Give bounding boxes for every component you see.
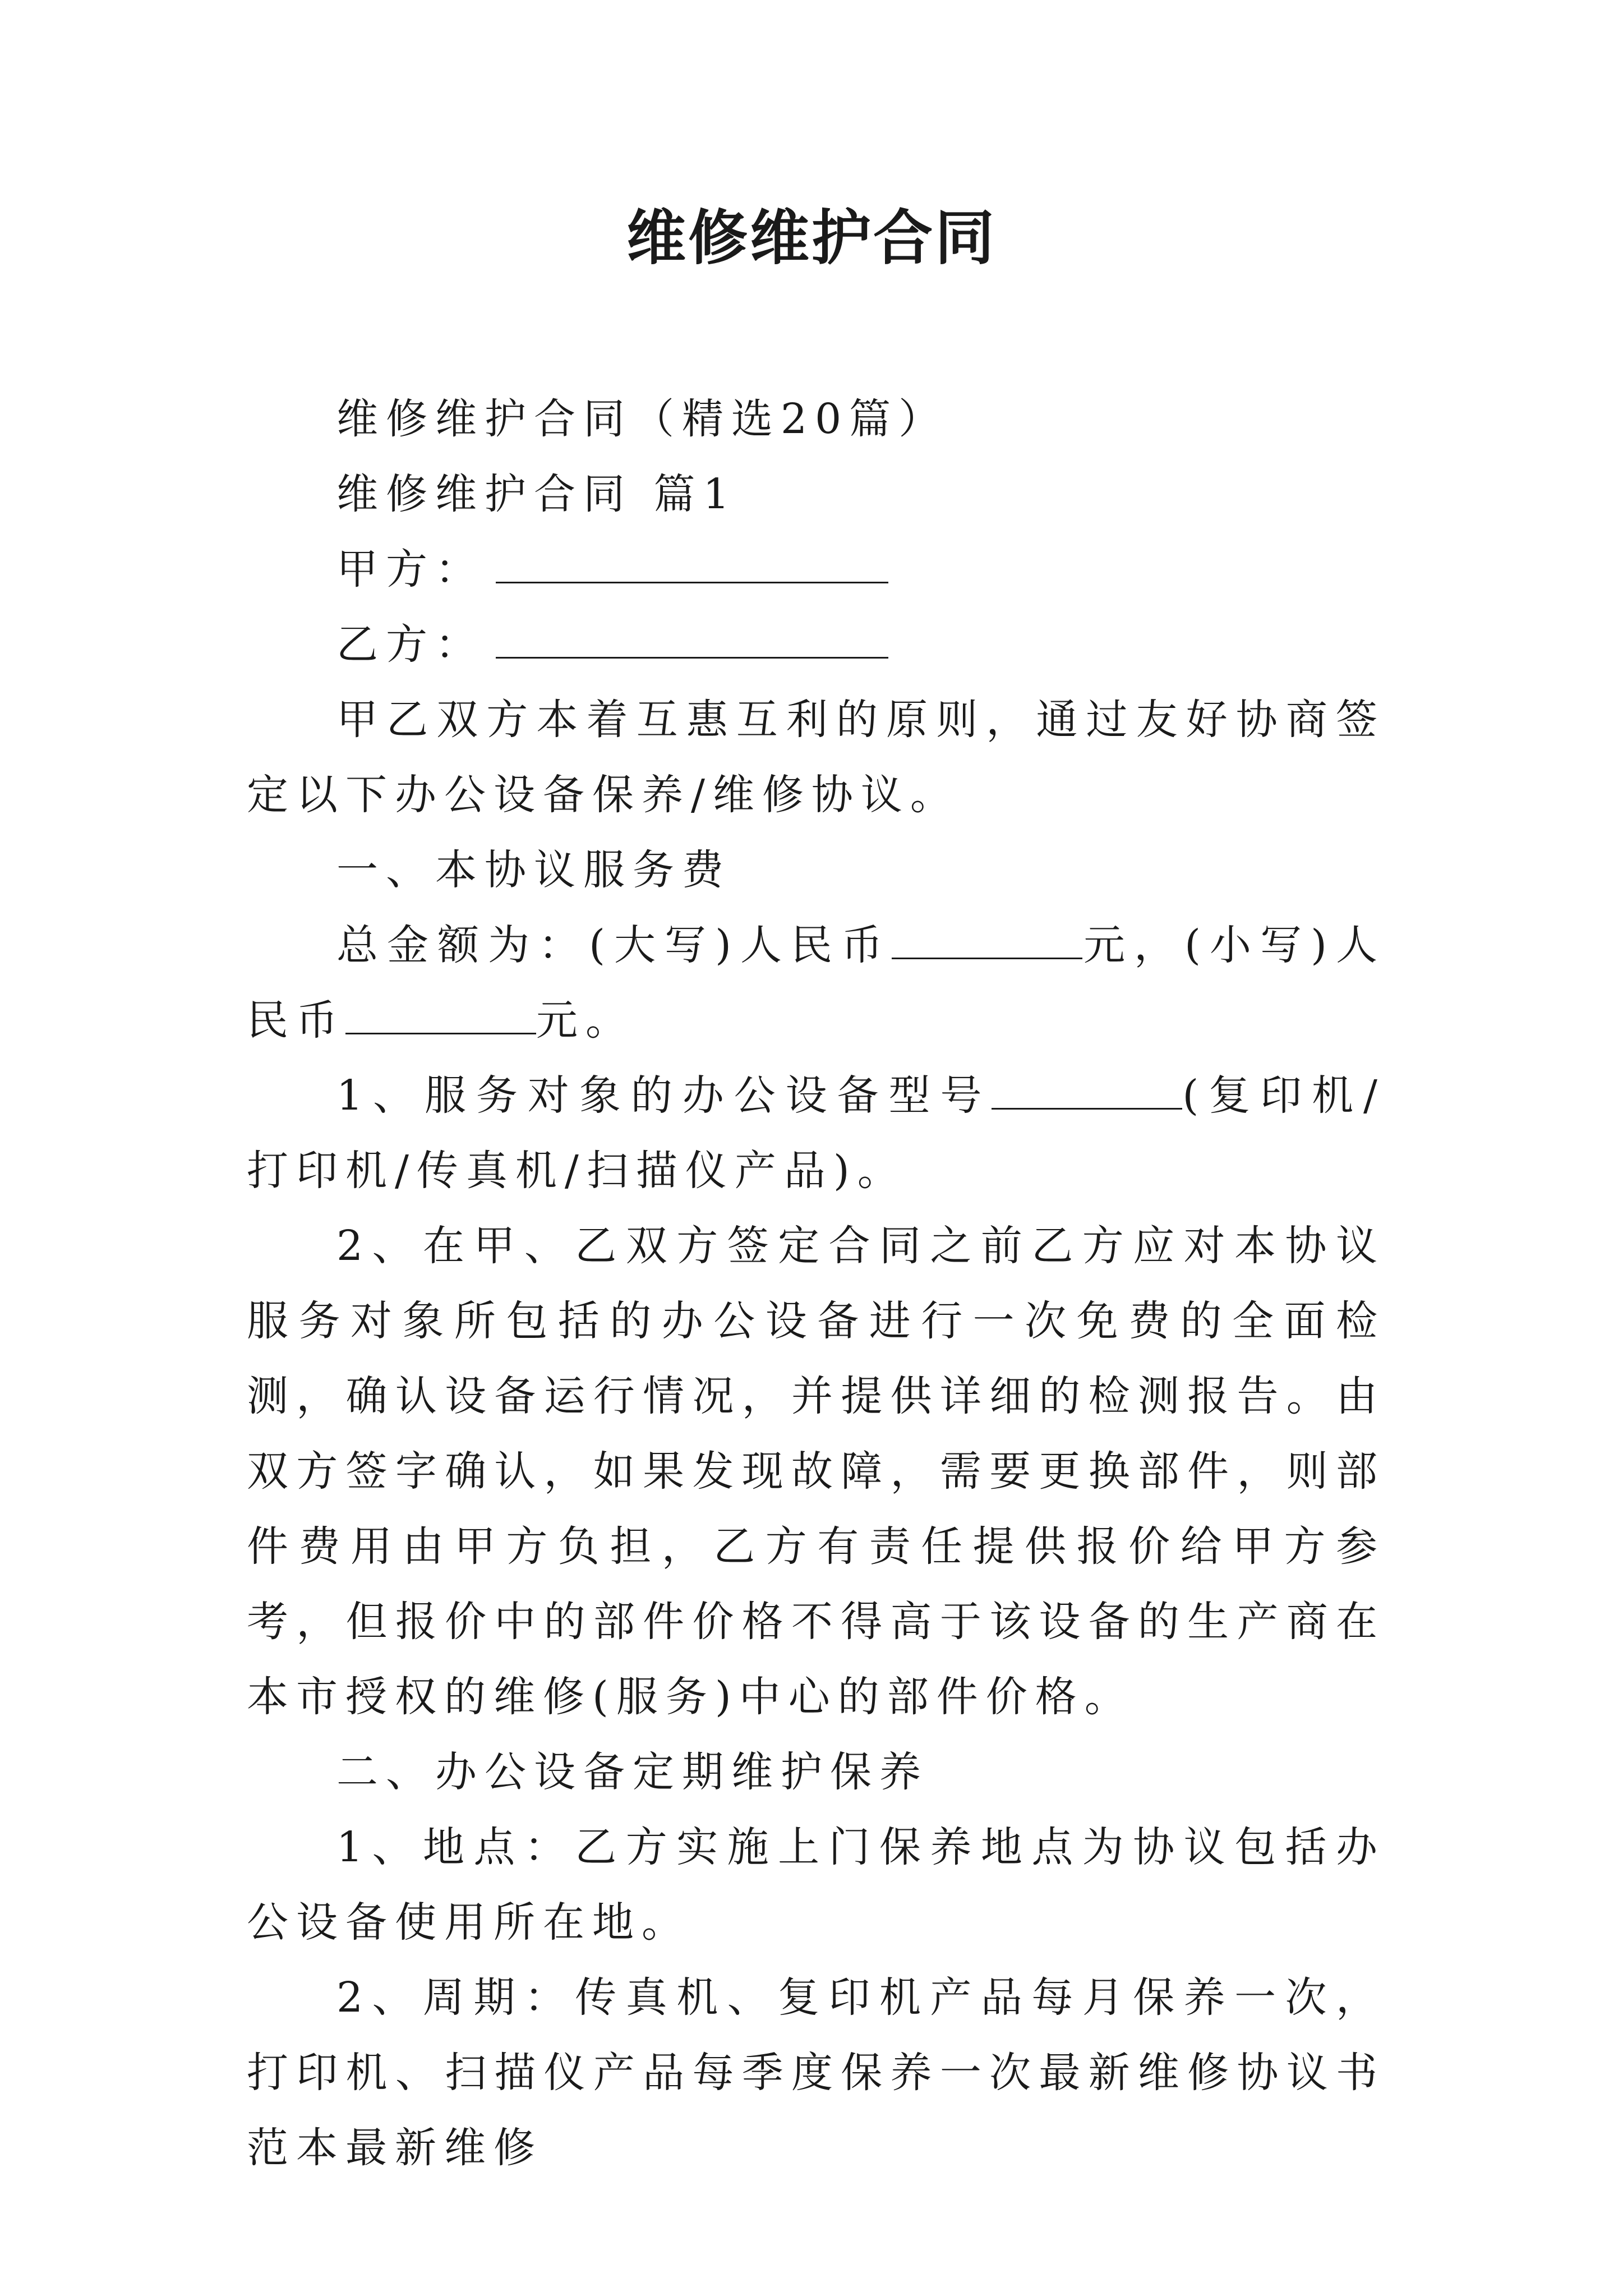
document-body [247, 381, 1385, 2185]
item-2-paragraph: 2、在甲、乙双方签定合同之前乙方应对本协议服务对象所包括的办公设备进行一次免费的全面检测，确认设备运行情况，并提供详细的检测报告。由双方签字确认，如果发现故障，需要更换部件，则部件费用由甲方负担，乙方有责任提供报价给甲方参考，但报价中的部件价格不得高于该设备的生产商在本市授权的维修(服务)中心的部件价格。 [247, 1222, 1385, 1721]
item-1-text-2: (复印机/打印机/传真机/扫描仪产品)。 [247, 1071, 1385, 1195]
fee-text-3: 元。 [536, 996, 635, 1045]
party-b-line [247, 607, 1385, 682]
fee-lowercase-blank [345, 993, 536, 1034]
model-blank [992, 1069, 1182, 1110]
party-a-blank [496, 542, 888, 583]
party-a-label: 甲方： [336, 545, 485, 593]
item-1-text-1: 1、服务对象的办公设备型号 [336, 1071, 992, 1120]
heading-maintenance: 二、办公设备定期维护保养 [336, 1748, 929, 1796]
fee-paragraph [247, 908, 1385, 1058]
fee-text-1: 总金额为：(大写)人民币 [336, 921, 892, 969]
item-1-paragraph [247, 1058, 1385, 1208]
location-paragraph: 1、地点：乙方实施上门保养地点为协议包括办公设备使用所在地。 [247, 1823, 1385, 1947]
period-paragraph: 2、周期：传真机、复印机产品每月保养一次，打印机、扫描仪产品每季度保养一次最新维修协议书范本最新维修 [247, 1973, 1385, 2172]
party-b-label: 乙方： [336, 620, 485, 669]
party-a-line [247, 532, 1385, 607]
section-heading-line: 维修维护合同 篇1 [336, 470, 737, 518]
fee-text-2: 元，(小写)人民币 [247, 921, 1385, 1045]
heading-service-fee: 一、本协议服务费 [336, 846, 731, 894]
party-b-blank [496, 618, 888, 659]
document-title: 维修维护合同 [626, 204, 997, 273]
fee-uppercase-blank [892, 918, 1082, 959]
intro-paragraph: 甲乙双方本着互惠互利的原则，通过友好协商签定以下办公设备保养/维修协议。 [247, 696, 1385, 819]
subtitle-line: 维修维护合同（精选20篇） [336, 395, 948, 443]
